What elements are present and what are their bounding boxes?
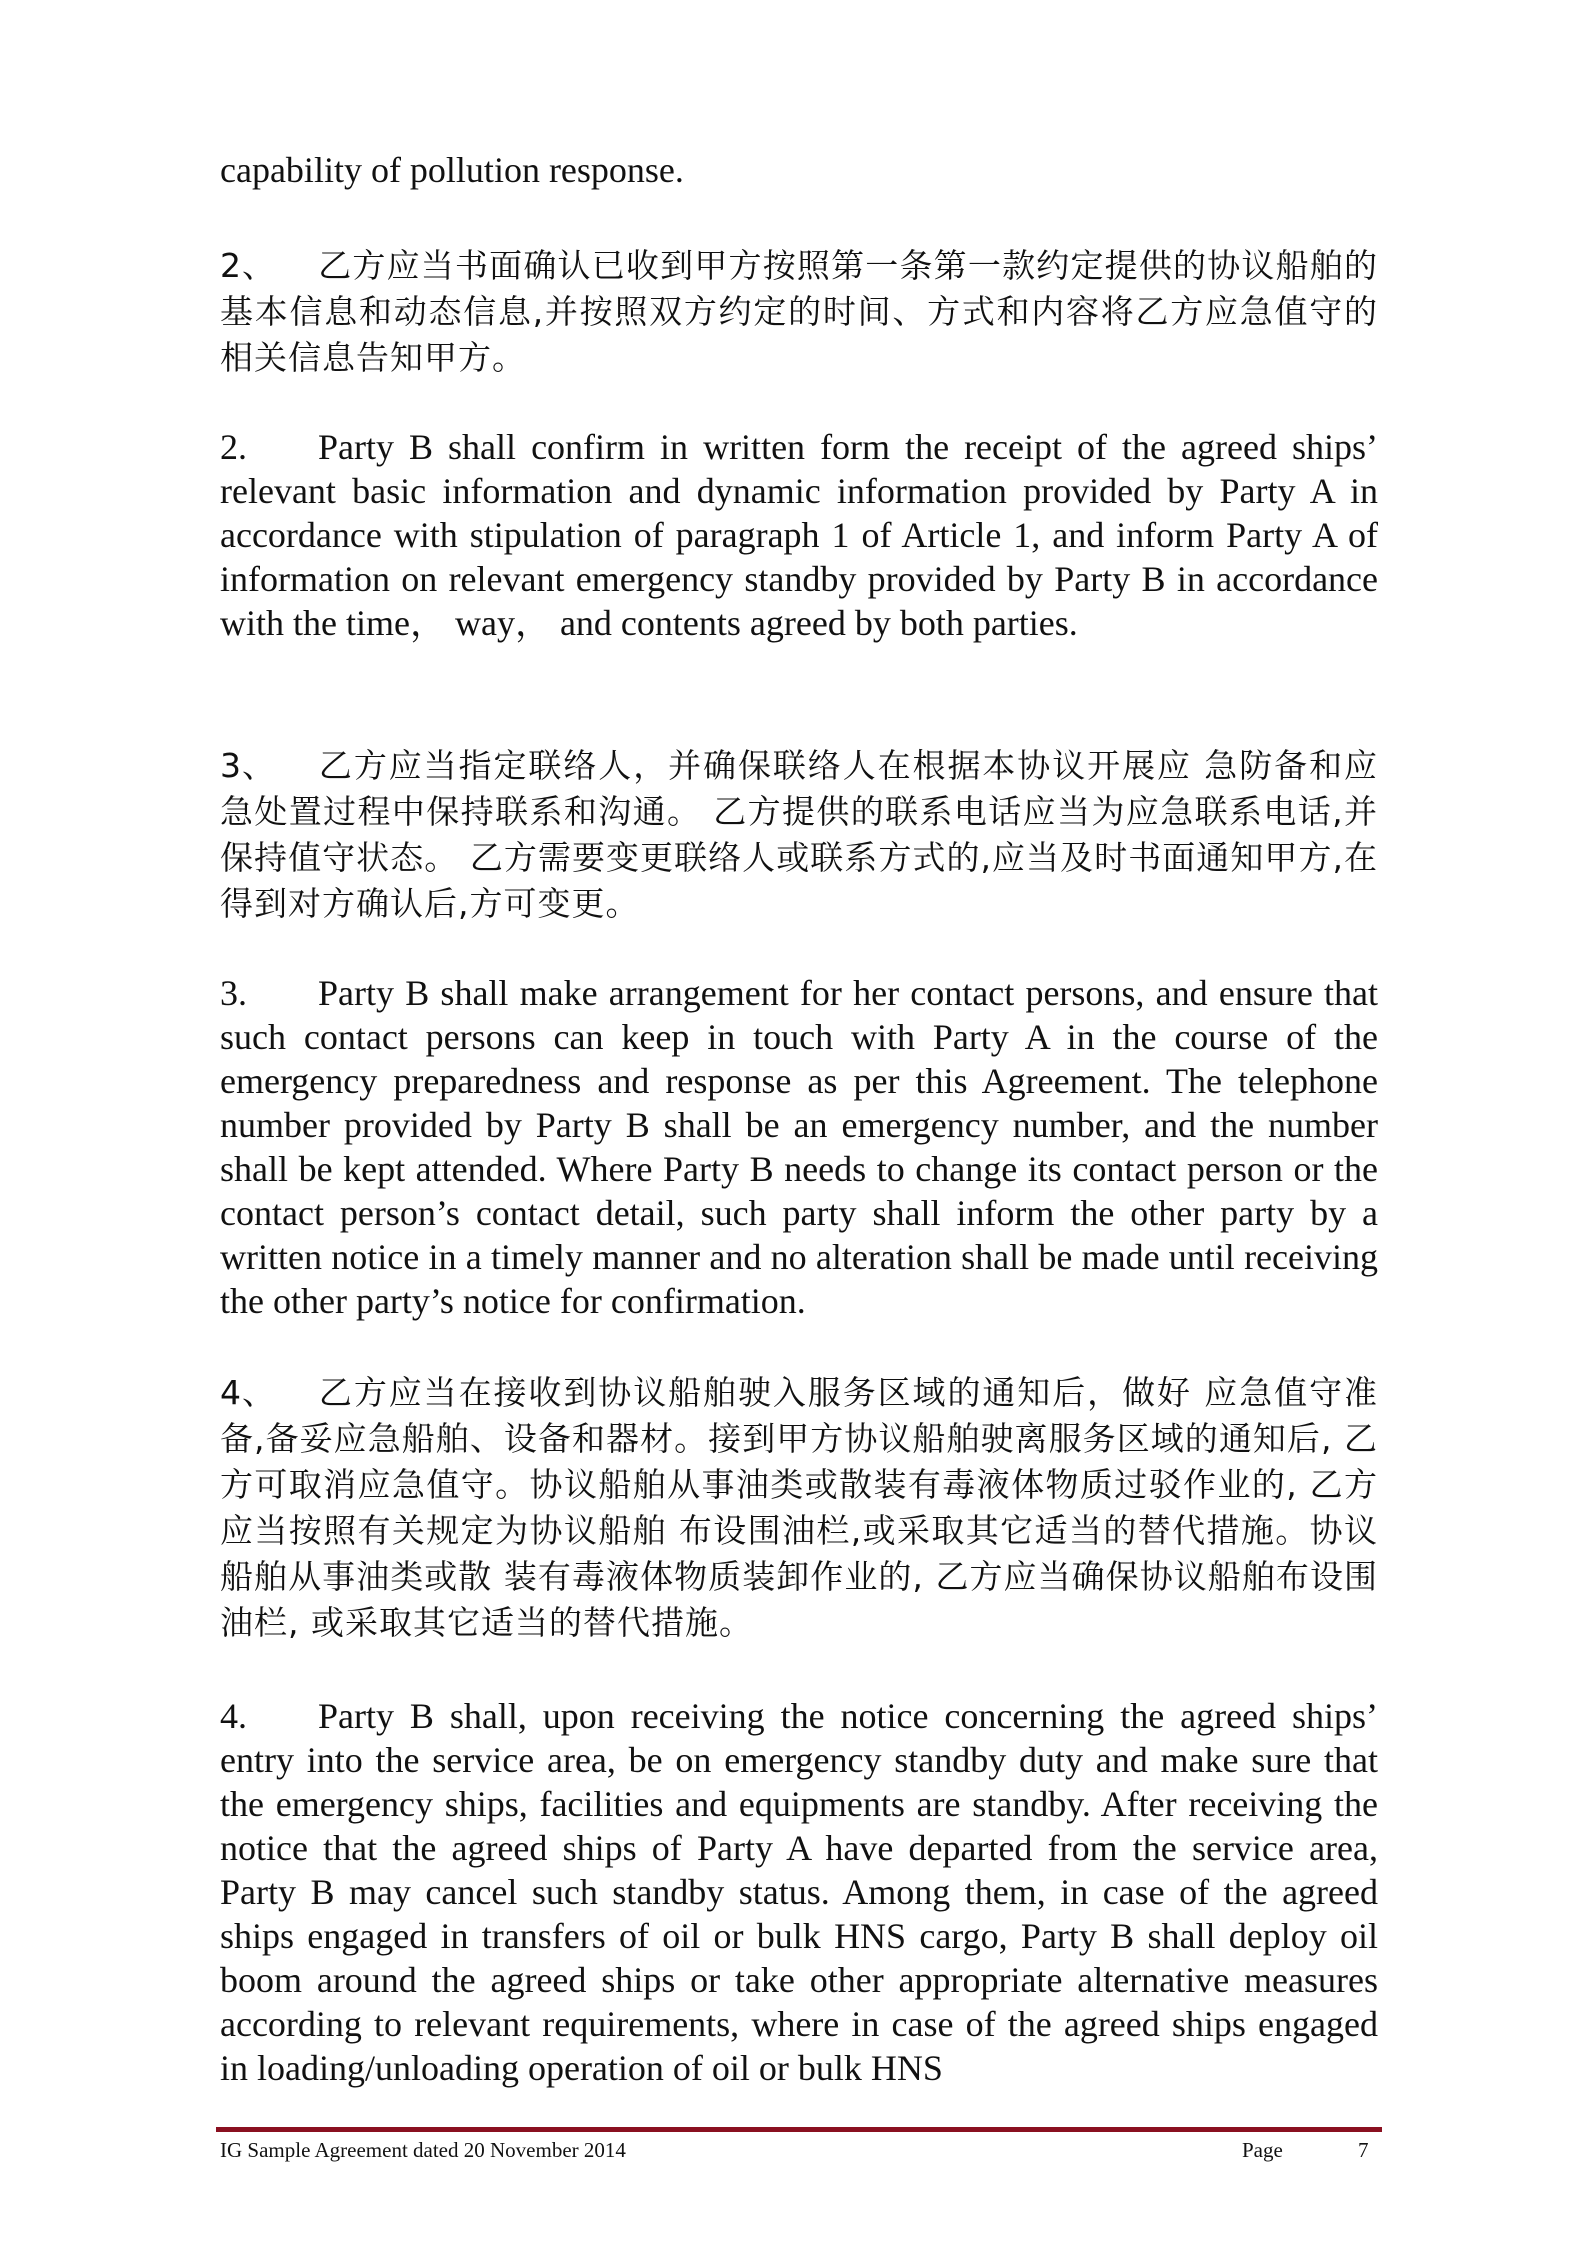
clause-text: 乙方应当在接收到协议船舶驶入服务区域的通知后，做好 应急值守准备,备妥应急船舶、设备和器材。接到甲方协议船舶驶离服务区域的通知后, 乙方可取消应急值守。协议船舶从事油类或散装有毒液体物质过驳作业的, 乙方应当按照有关规定为协议船舶 布设围油栏,或采取其它适当的替代措施。协议船舶从事油类或散 装有毒液体物质装卸作业的, 乙方应当确保协议船舶布设围油栏, 或采取其它适当的替代措施。 xyxy=(220,1373,1378,1642)
clause-3-zh xyxy=(220,743,1378,927)
clause-4-en xyxy=(220,1694,1378,2090)
footer-page-label: Page xyxy=(1242,2138,1283,2162)
clause-4-zh xyxy=(220,1370,1378,1646)
clause-3-en xyxy=(220,971,1378,1323)
clause-number: 3. xyxy=(220,973,247,1013)
clause-text: Party B shall confirm in written form the receipt of the agreed ships’ relevant basic information and dynamic information provided by Party A in accordance with stipulation of paragraph 1 of Article 1, and inform Party A of information on relevant emergency standby provided by Party B in accordance with the time， way， and contents agreed by both parties. xyxy=(220,427,1378,643)
clause-text: 乙方应当书面确认已收到甲方按照第一条第一款约定提供的协议船舶的基本信息和动态信息,并按照双方约定的时间、方式和内容将乙方应急值守的相关信息告知甲方。 xyxy=(220,246,1378,377)
clause-number: 3、 xyxy=(220,746,276,785)
clause-text: 乙方应当指定联络人，并确保联络人在根据本协议开展应 急防备和应急处置过程中保持联系和沟通。 乙方提供的联系电话应当为应急联系电话,并保持值守状态。 乙方需要变更联络人或联系方式的,应当及时书面通知甲方,在得到对方确认后,方可变更。 xyxy=(220,746,1378,923)
clause-2-zh xyxy=(220,243,1378,381)
clause-2-en xyxy=(220,425,1378,645)
clause-number: 2. xyxy=(220,427,247,467)
clause-text: Party B shall make arrangement for her contact persons, and ensure that such contact persons can keep in touch with Party A in the course of the emergency preparedness and response as per this Agreement. The telephone number provided by Party B shall be an emergency number, and the number shall be kept attended. Where Party B needs to change its contact person or the contact person’s contact detail, such party shall inform the other party by a written notice in a timely manner and no alteration shall be made until receiving the other party’s notice for confirmation. xyxy=(220,973,1378,1321)
paragraph-continuation xyxy=(220,148,1378,192)
paragraph-text: capability of pollution response. xyxy=(220,150,684,190)
footer-title: IG Sample Agreement dated 20 November 2014 xyxy=(220,2138,626,2162)
footer-rule xyxy=(216,2127,1382,2132)
clause-text: Party B shall, upon receiving the notice concerning the agreed ships’ entry into the service area, be on emergency standby duty and make sure that the emergency ships, facilities and equipments are standby. After receiving the notice that the agreed ships of Party A have departed from the service area, Party B may cancel such standby status. Among them, in case of the agreed ships engaged in transfers of oil or bulk HNS cargo, Party B shall deploy oil boom around the agreed ships or take other appropriate alternative measures according to relevant requirements, where in case of the agreed ships engaged in loading/unloading operation of oil or bulk HNS xyxy=(220,1696,1378,2088)
footer-page-number: 7 xyxy=(1358,2138,1369,2162)
clause-number: 4、 xyxy=(220,1373,276,1412)
clause-number: 2、 xyxy=(220,246,276,285)
clause-number: 4. xyxy=(220,1696,247,1736)
